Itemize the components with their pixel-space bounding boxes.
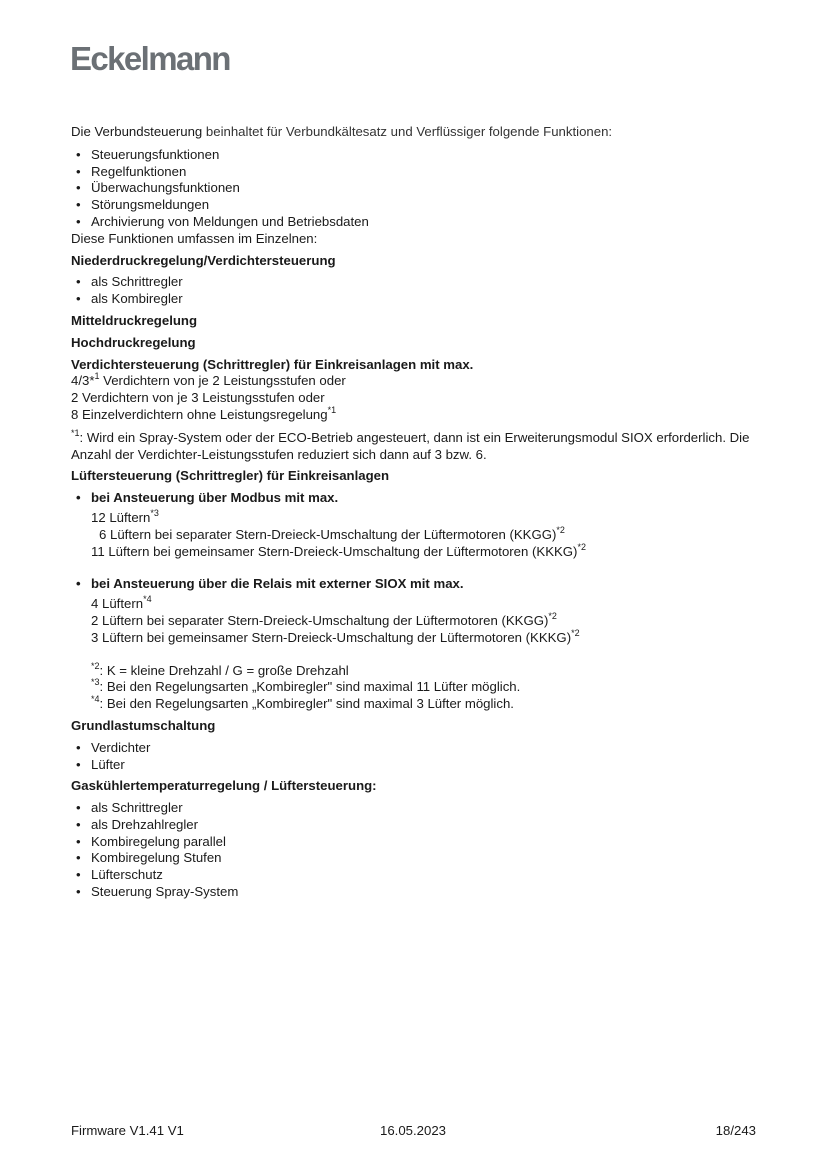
- list-item: • als Schrittregler: [71, 274, 761, 291]
- footnote-marker: *1: [71, 427, 80, 438]
- verdichter-footnote: [71, 427, 761, 464]
- intro-rest: beinhaltet für Verbundkältesatz und Verflüssiger folgende Funktionen:: [202, 124, 613, 139]
- intro-paragraph: [71, 124, 761, 141]
- relais-line-3: [91, 627, 761, 647]
- footnote-ref: *2: [556, 524, 565, 535]
- text-fragment: 4 Lüftern: [91, 596, 144, 612]
- modbus-details: [71, 507, 761, 560]
- footnote-ref: *3: [150, 507, 159, 518]
- luefter-footnotes: [71, 660, 761, 713]
- footnote: [91, 696, 761, 713]
- heading-verdichtersteuerung: Verdichtersteuerung (Schrittregler) für Einkreisanlagen mit max.: [71, 356, 474, 372]
- intro-subject: Die Verbundsteuerung: [71, 124, 203, 139]
- footnote-text: : Wird ein Spray-System oder der ECO-Betrieb angesteuert, dann ist ein Erweiterungsmodul SIOX erforderlich. Die Anzahl der Verdichter-Leistungsstufen reduziert sich dann auf 3 bzw. 6.: [71, 429, 750, 462]
- modbus-line-1: [91, 507, 761, 527]
- list-item-modbus: • bei Ansteuerung über Modbus mit max.: [71, 490, 761, 507]
- footnote-marker: *2: [91, 660, 100, 671]
- footnote-ref: *2: [577, 541, 586, 552]
- list-item: • Archivierung von Meldungen und Betriebsdaten: [71, 214, 761, 231]
- modbus-line-2: [91, 524, 761, 544]
- relais-line-2: [91, 610, 761, 630]
- heading-gaskuehler: Gaskühlertemperaturregelung / Lüftersteuerung:: [71, 778, 377, 794]
- modbus-line-3: [91, 541, 761, 561]
- verdichter-line-1: [71, 373, 761, 390]
- footnote-text: : Bei den Regelungsarten „Kombiregler" sind maximal 3 Lüfter möglich.: [99, 696, 514, 712]
- footnote: [91, 660, 761, 680]
- text-fragment: 6 Lüftern bei separater Stern-Dreieck-Umschaltung der Lüftermotoren (KKGG): [99, 526, 557, 542]
- list-item: • Lüfterschutz: [71, 867, 761, 884]
- list-item: • als Drehzahlregler: [71, 817, 761, 834]
- footnote-ref: 1: [94, 371, 100, 382]
- verdichter-line-2: 2 Verdichtern von je 3 Leistungsstufen oder: [71, 390, 325, 406]
- footnote-ref: *2: [571, 627, 580, 638]
- footnote-marker: *4: [91, 694, 100, 705]
- relais-details: [71, 596, 761, 646]
- text-fragment: Verdichtern von je 2 Leistungsstufen oder: [99, 373, 346, 389]
- text-fragment: 3 Lüftern bei gemeinsamer Stern-Dreieck-Umschaltung der Lüftermotoren (KKKG): [91, 629, 572, 645]
- relais-list: [71, 576, 761, 593]
- list-item: • Kombiregelung Stufen: [71, 850, 761, 867]
- grundlast-list: [71, 740, 761, 774]
- text-fragment: 8 Einzelverdichtern ohne Leistungsregelung: [71, 406, 328, 422]
- footnote-ref: *2: [548, 610, 557, 621]
- page-footer: [71, 1123, 756, 1141]
- relais-line-1: [91, 596, 761, 613]
- footnote-text: : Bei den Regelungsarten „Kombiregler" sind maximal 11 Lüfter möglich.: [99, 679, 521, 695]
- list-item: • Verdichter: [71, 740, 761, 757]
- footnote: [91, 679, 761, 696]
- heading-hochdruck: Hochdruckregelung: [71, 334, 196, 350]
- heading-grundlast: Grundlastumschaltung: [71, 717, 216, 733]
- footnote-marker: *3: [91, 677, 100, 688]
- footnote-ref: *1: [327, 404, 337, 415]
- footer-date: 16.05.2023: [380, 1123, 447, 1138]
- list-item: • Störungsmeldungen: [71, 197, 761, 214]
- detail-intro: Diese Funktionen umfassen im Einzelnen:: [71, 230, 318, 246]
- verdichter-line-3: [71, 404, 761, 424]
- footnote-text: : K = kleine Drehzahl / G = große Drehzahl: [99, 662, 349, 678]
- list-item: • Steuerung Spray-System: [71, 884, 761, 901]
- text-fragment: 4/3*: [71, 373, 95, 389]
- page-content: [71, 124, 761, 901]
- list-item: • Lüfter: [71, 757, 761, 774]
- list-item: • Überwachungsfunktionen: [71, 180, 761, 197]
- footer-firmware: Firmware V1.41 V1: [71, 1123, 184, 1138]
- company-logo: Eckelmann: [70, 40, 230, 77]
- list-item-relais: • bei Ansteuerung über die Relais mit externer SIOX mit max.: [71, 576, 761, 593]
- gaskuehler-list: [71, 800, 761, 901]
- functions-list: [71, 147, 761, 231]
- list-item: • Regelfunktionen: [71, 164, 761, 181]
- list-item: • Kombiregelung parallel: [71, 834, 761, 851]
- heading-mitteldruck: Mitteldruckregelung: [71, 312, 198, 328]
- list-item: • als Schrittregler: [71, 800, 761, 817]
- footer-page-number: 18/243: [715, 1123, 756, 1138]
- heading-niederdruck: Niederdruckregelung/Verdichtersteuerung: [71, 252, 336, 268]
- footnote-ref: *4: [143, 594, 152, 605]
- text-fragment: 2 Lüftern bei separater Stern-Dreieck-Umschaltung der Lüftermotoren (KKGG): [91, 612, 549, 628]
- niederdruck-list: [71, 274, 761, 308]
- heading-luftersteuerung: Lüftersteuerung (Schrittregler) für Einkreisanlagen: [71, 468, 390, 484]
- list-item: • als Kombiregler: [71, 291, 761, 308]
- text-fragment: 12 Lüftern: [91, 509, 151, 525]
- text-fragment: 11 Lüftern bei gemeinsamer Stern-Dreieck-Umschaltung der Lüftermotoren (KKKG): [91, 543, 578, 559]
- modbus-list: [71, 490, 761, 507]
- list-item: • Steuerungsfunktionen: [71, 147, 761, 164]
